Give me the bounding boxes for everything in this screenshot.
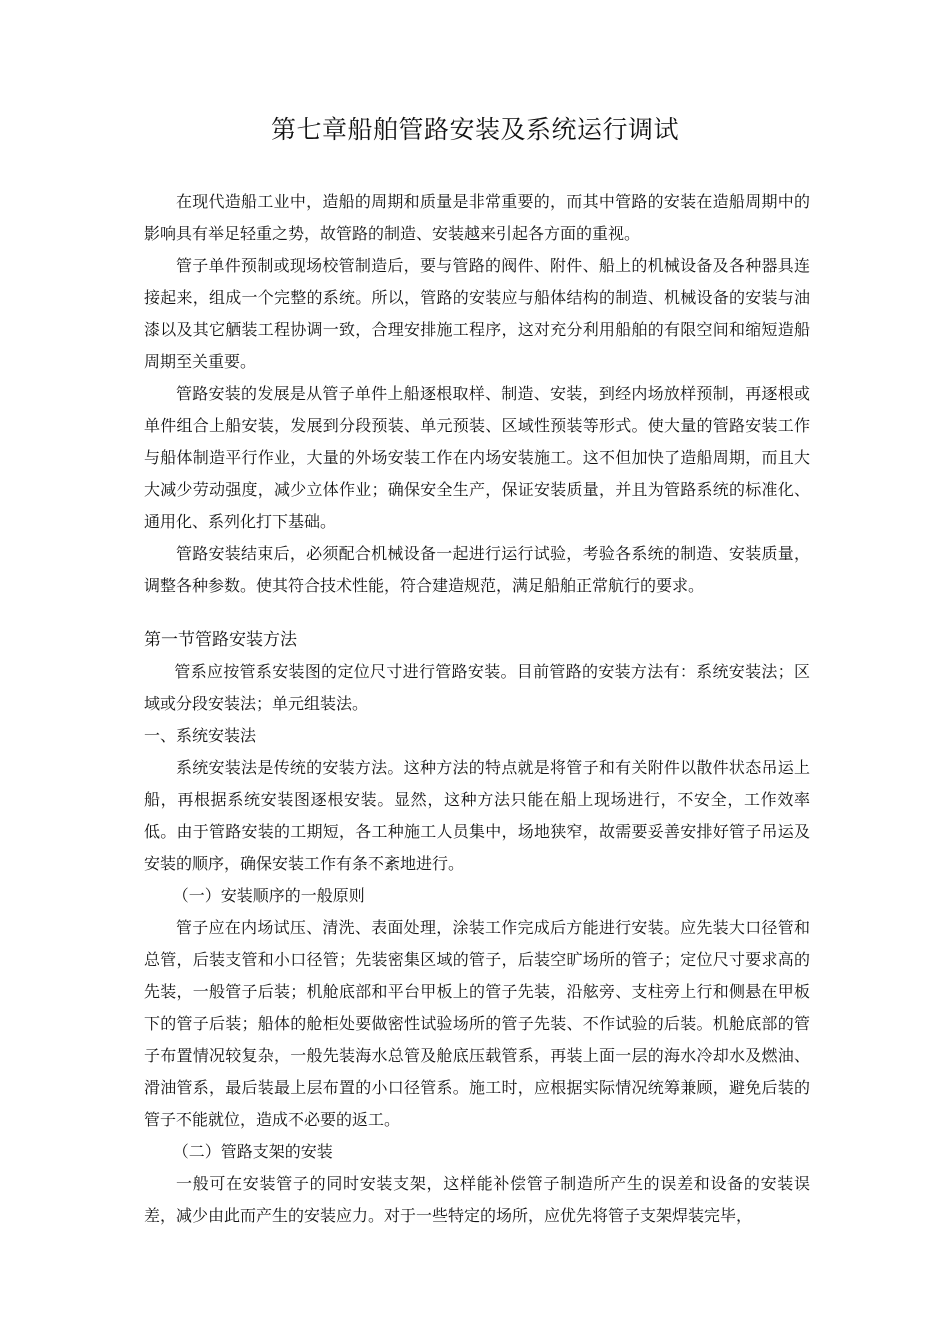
intro-paragraph-4: 管路安装结束后，必须配合机械设备一起进行运行试验，考验各系统的制造、安装质量，调整各种参数。使其符合技术性能，符合建造规范，满足船舶正常航行的要求。 (144, 544, 810, 595)
intro-paragraph-2: 管子单件预制或现场校管制造后，要与管路的阀件、附件、船上的机械设备及各种器具连接起来，组成一个完整的系统。所以，管路的安装应与船体结构的制造、机械设备的安装与油漆以及其它舾装工程协调一致，合理安排施工程序，这对充分利用船舶的有限空间和缩短造船周期至关重要。 (144, 256, 810, 371)
intro-paragraph-1: 在现代造船工业中，造船的周期和质量是非常重要的，而其中管路的安装在造船周期中的影响具有举足轻重之势，故管路的制造、安装越来引起各方面的重视。 (144, 192, 810, 243)
item1-text: 管子应在内场试压、清洗、表面处理，涂装工作完成后方能进行安装。应先装大口径管和总管，后装支管和小口径管；先装密集区域的管子，后装空旷场所的管子；定位尺寸要求高的先装，一般管子后装；机舱底部和平台甲板上的管子先装，沿舷旁、支柱旁上行和侧悬在甲板下的管子后装；船体的舱柜处要做密性试验场所的管子先装、不作试验的后装。机舱底部的管子布置情况较复杂，一般先装海水总管及舱底压载管系，再装上面一层的海水冷却水及燃油、滑油管系，最后装最上层布置的小口径管系。施工时，应根据实际情况统筹兼顾，避免后装的管子不能就位，造成不必要的返工。 (144, 918, 810, 1129)
subsection-heading: 一、系统安装法 (144, 726, 257, 745)
item1-heading: （一）安装顺序的一般原则 (172, 886, 365, 905)
section-gap (144, 602, 810, 624)
section-intro: 管系应按管系安装图的定位尺寸进行管路安装。目前管路的安装方法有：系统安装法；区域或分段安装法；单元组装法。 (144, 662, 810, 713)
item2-heading: （二）管路支架的安装 (172, 1142, 333, 1161)
subsection-text: 系统安装法是传统的安装方法。这种方法的特点就是将管子和有关附件以散件状态吊运上船，再根据系统安装图逐根安装。显然，这种方法只能在船上现场进行，不安全，工作效率低。由于管路安装的工期短，各工种施工人员集中，场地狭窄，故需要妥善安排好管子吊运及安装的顺序，确保安装工作有条不紊地进行。 (144, 758, 810, 873)
page-title: 第七章船舶管路安装及系统运行调试 (270, 115, 679, 144)
document-body (144, 186, 810, 1232)
section-heading: 第一节管路安装方法 (144, 630, 297, 650)
intro-paragraph-3: 管路安装的发展是从管子单件上船逐根取样、制造、安装，到经内场放样预制，再逐根或单件组合上船安装，发展到分段预装、单元预装、区域性预装等形式。使大量的管路安装工作与船体制造平行作业，大量的外场安装工作在内场安装施工。这不但加快了造船周期，而且大大减少劳动强度，减少立体作业；确保安全生产，保证安装质量，并且为管路系统的标准化、通用化、系列化打下基础。 (144, 384, 810, 531)
item2-text: 一般可在安装管子的同时安装支架，这样能补偿管子制造所产生的误差和设备的安装误差，减少由此而产生的安装应力。对于一些特定的场所，应优先将管子支架焊装完毕， (144, 1174, 810, 1225)
